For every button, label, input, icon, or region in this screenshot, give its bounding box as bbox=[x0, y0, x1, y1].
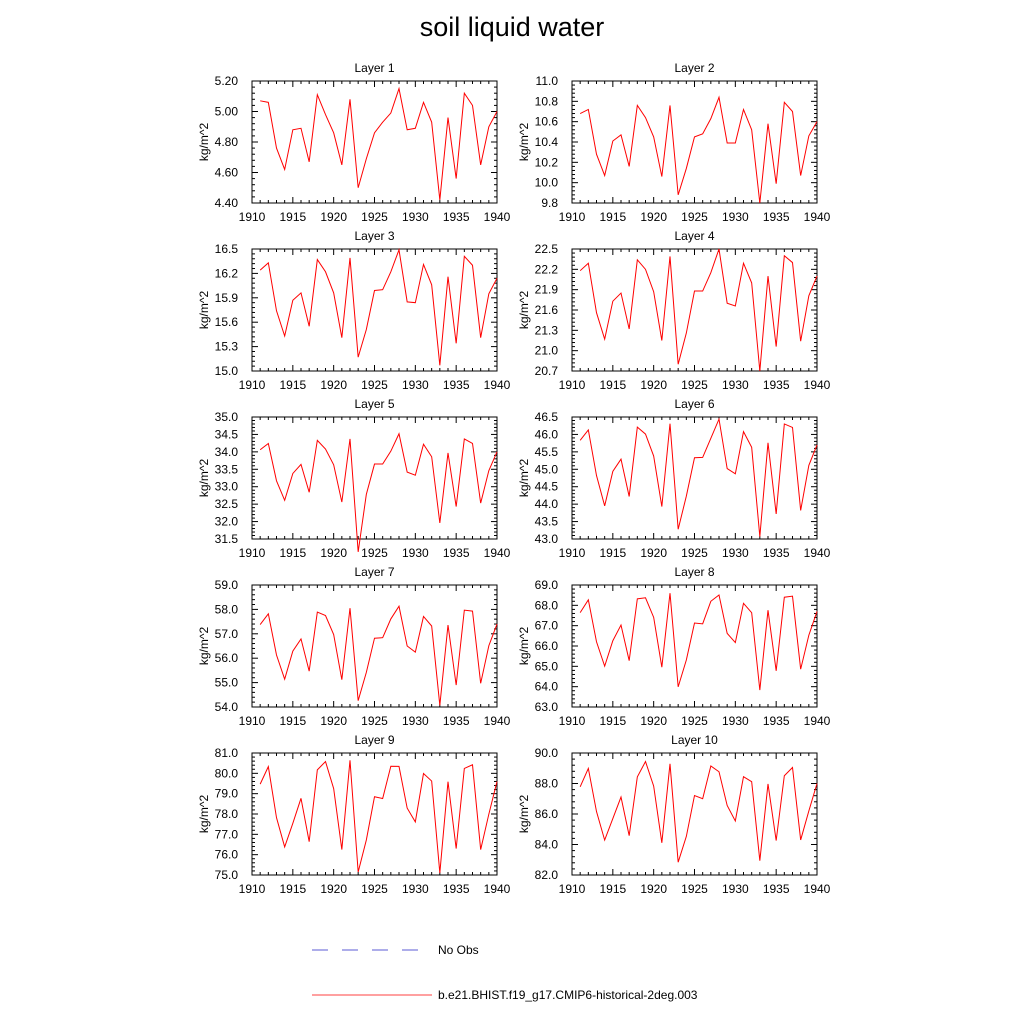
y-tick-label: 10.2 bbox=[534, 155, 558, 170]
x-tick-label: 1925 bbox=[681, 882, 708, 896]
chart-panel-layer-8 bbox=[517, 565, 831, 728]
y-tick-label: 81.0 bbox=[214, 746, 238, 760]
y-tick-label: 64.0 bbox=[534, 679, 558, 694]
x-tick-label: 1940 bbox=[483, 210, 511, 224]
x-tick-label: 1920 bbox=[640, 882, 668, 896]
x-tick-label: 1925 bbox=[361, 546, 388, 560]
y-tick-label: 86.0 bbox=[534, 807, 558, 821]
plot-frame bbox=[572, 585, 817, 707]
x-tick-label: 1940 bbox=[803, 378, 831, 392]
y-tick-label: 54.0 bbox=[214, 700, 238, 714]
y-tick-label: 77.0 bbox=[214, 827, 238, 842]
x-tick-label: 1930 bbox=[721, 546, 749, 560]
x-tick-label: 1915 bbox=[279, 546, 307, 560]
x-tick-label: 1940 bbox=[483, 714, 511, 728]
legend-label-model-run: b.e21.BHIST.f19_g17.CMIP6-historical-2deg.003 bbox=[438, 988, 698, 1002]
x-tick-label: 1925 bbox=[361, 714, 388, 728]
series-line bbox=[260, 250, 497, 366]
y-tick-label: 76.0 bbox=[214, 847, 238, 862]
plot-frame bbox=[252, 753, 497, 875]
legend-label-no-obs: No Obs bbox=[438, 943, 479, 957]
y-axis-label: kg/m^2 bbox=[197, 626, 211, 666]
x-tick-label: 1935 bbox=[442, 378, 470, 392]
x-tick-label: 1930 bbox=[721, 210, 749, 224]
x-tick-label: 1910 bbox=[238, 210, 266, 224]
y-tick-label: 10.0 bbox=[534, 175, 558, 190]
x-tick-label: 1920 bbox=[320, 882, 348, 896]
y-tick-label: 21.9 bbox=[534, 282, 558, 297]
chart-panel-layer-5 bbox=[197, 397, 511, 560]
panel-title: Layer 7 bbox=[354, 565, 395, 579]
y-tick-label: 46.5 bbox=[534, 410, 558, 424]
y-tick-label: 21.0 bbox=[534, 343, 558, 358]
x-tick-label: 1915 bbox=[599, 210, 627, 224]
y-tick-label: 56.0 bbox=[214, 651, 238, 666]
y-tick-label: 88.0 bbox=[534, 776, 558, 791]
y-tick-label: 15.3 bbox=[214, 339, 238, 354]
y-tick-label: 45.5 bbox=[534, 444, 558, 459]
y-tick-label: 16.5 bbox=[214, 242, 238, 256]
x-tick-label: 1940 bbox=[803, 546, 831, 560]
plot-frame bbox=[572, 417, 817, 539]
x-tick-label: 1930 bbox=[721, 714, 749, 728]
chart-panel-layer-1 bbox=[197, 61, 511, 224]
y-tick-label: 58.0 bbox=[214, 602, 238, 617]
y-tick-label: 44.0 bbox=[534, 497, 558, 512]
y-tick-label: 82.0 bbox=[534, 868, 558, 882]
x-tick-label: 1935 bbox=[762, 714, 790, 728]
x-tick-label: 1940 bbox=[483, 378, 511, 392]
legend bbox=[312, 943, 698, 1002]
series-line bbox=[580, 593, 817, 690]
x-tick-label: 1910 bbox=[558, 714, 586, 728]
panel-title: Layer 10 bbox=[671, 733, 718, 747]
y-tick-label: 68.0 bbox=[534, 598, 558, 613]
x-tick-label: 1915 bbox=[279, 714, 307, 728]
x-tick-label: 1930 bbox=[401, 210, 429, 224]
x-tick-label: 1925 bbox=[681, 378, 708, 392]
chart-panel-layer-6 bbox=[517, 397, 831, 560]
x-tick-label: 1920 bbox=[640, 210, 668, 224]
chart-panel-layer-7 bbox=[197, 565, 511, 728]
y-tick-label: 63.0 bbox=[534, 700, 558, 714]
x-tick-label: 1915 bbox=[599, 378, 627, 392]
series-line bbox=[580, 249, 817, 371]
series-line bbox=[260, 760, 497, 873]
y-axis-label: kg/m^2 bbox=[517, 458, 531, 498]
y-tick-label: 21.6 bbox=[534, 303, 558, 317]
y-axis-label: kg/m^2 bbox=[517, 122, 531, 162]
panel-title: Layer 3 bbox=[354, 229, 395, 243]
y-tick-label: 15.6 bbox=[214, 315, 238, 330]
x-tick-label: 1940 bbox=[483, 882, 511, 896]
x-tick-label: 1935 bbox=[762, 546, 790, 560]
y-tick-label: 90.0 bbox=[534, 746, 558, 760]
x-tick-label: 1910 bbox=[238, 546, 266, 560]
y-tick-label: 69.0 bbox=[534, 578, 558, 592]
y-axis-label: kg/m^2 bbox=[197, 458, 211, 498]
y-tick-label: 59.0 bbox=[214, 578, 238, 592]
plot-frame bbox=[252, 249, 497, 371]
chart-panel-layer-4 bbox=[517, 229, 831, 392]
y-tick-label: 4.40 bbox=[214, 196, 238, 210]
y-axis-label: kg/m^2 bbox=[197, 122, 211, 162]
series-line bbox=[260, 434, 497, 552]
y-tick-label: 15.0 bbox=[214, 364, 238, 378]
y-tick-label: 65.0 bbox=[534, 659, 558, 674]
x-tick-label: 1925 bbox=[361, 378, 388, 392]
y-tick-label: 9.8 bbox=[541, 196, 558, 210]
y-tick-label: 11.0 bbox=[535, 74, 558, 88]
x-tick-label: 1920 bbox=[640, 378, 668, 392]
x-tick-label: 1925 bbox=[361, 210, 388, 224]
x-tick-label: 1935 bbox=[762, 378, 790, 392]
panel-title: Layer 4 bbox=[674, 229, 715, 243]
x-tick-label: 1915 bbox=[599, 546, 627, 560]
y-axis-label: kg/m^2 bbox=[517, 626, 531, 666]
y-tick-label: 33.5 bbox=[214, 462, 238, 477]
y-tick-label: 20.7 bbox=[534, 364, 558, 378]
x-tick-label: 1930 bbox=[721, 378, 749, 392]
series-line bbox=[260, 606, 497, 705]
y-tick-label: 75.0 bbox=[214, 868, 238, 882]
panel-title: Layer 9 bbox=[354, 733, 395, 747]
y-tick-label: 32.0 bbox=[214, 514, 238, 529]
chart-panels bbox=[197, 61, 831, 896]
x-tick-label: 1935 bbox=[442, 546, 470, 560]
y-tick-label: 67.0 bbox=[534, 618, 558, 633]
y-tick-label: 79.0 bbox=[214, 786, 238, 801]
x-tick-label: 1930 bbox=[721, 882, 749, 896]
chart-panel-layer-2 bbox=[517, 61, 831, 224]
y-tick-label: 5.00 bbox=[214, 104, 238, 119]
y-tick-label: 10.4 bbox=[534, 135, 558, 149]
x-tick-label: 1920 bbox=[320, 714, 348, 728]
y-tick-label: 34.5 bbox=[214, 427, 238, 442]
panel-title: Layer 2 bbox=[674, 61, 715, 75]
x-tick-label: 1925 bbox=[681, 546, 708, 560]
y-tick-label: 35.0 bbox=[214, 410, 238, 424]
x-tick-label: 1920 bbox=[320, 210, 348, 224]
x-tick-label: 1910 bbox=[238, 882, 266, 896]
y-tick-label: 55.0 bbox=[214, 675, 238, 690]
y-axis-label: kg/m^2 bbox=[517, 290, 531, 330]
y-tick-label: 4.60 bbox=[214, 165, 238, 180]
y-tick-label: 45.0 bbox=[534, 462, 558, 477]
x-tick-label: 1935 bbox=[762, 882, 790, 896]
series-line bbox=[260, 89, 497, 200]
y-tick-label: 44.5 bbox=[534, 479, 558, 494]
x-tick-label: 1920 bbox=[320, 546, 348, 560]
y-tick-label: 43.5 bbox=[534, 514, 558, 529]
y-tick-label: 22.2 bbox=[534, 262, 558, 277]
y-axis-label: kg/m^2 bbox=[197, 290, 211, 330]
panel-title: Layer 5 bbox=[354, 397, 395, 411]
x-tick-label: 1935 bbox=[762, 210, 790, 224]
x-tick-label: 1930 bbox=[401, 714, 429, 728]
x-tick-label: 1920 bbox=[320, 378, 348, 392]
x-tick-label: 1940 bbox=[483, 546, 511, 560]
y-tick-label: 10.6 bbox=[534, 114, 558, 129]
x-tick-label: 1930 bbox=[401, 882, 429, 896]
x-tick-label: 1930 bbox=[401, 378, 429, 392]
x-tick-label: 1920 bbox=[640, 546, 668, 560]
y-tick-label: 5.20 bbox=[214, 74, 238, 88]
y-tick-label: 31.5 bbox=[214, 532, 238, 546]
y-axis-label: kg/m^2 bbox=[197, 794, 211, 834]
y-tick-label: 80.0 bbox=[214, 766, 238, 781]
x-tick-label: 1915 bbox=[279, 378, 307, 392]
panel-title: Layer 8 bbox=[674, 565, 715, 579]
y-tick-label: 66.0 bbox=[534, 639, 558, 653]
chart-panel-layer-9 bbox=[197, 733, 511, 896]
panel-title: Layer 1 bbox=[354, 61, 395, 75]
x-tick-label: 1935 bbox=[442, 714, 470, 728]
y-tick-label: 84.0 bbox=[534, 837, 558, 852]
x-tick-label: 1940 bbox=[803, 210, 831, 224]
y-tick-label: 15.9 bbox=[214, 290, 238, 305]
x-tick-label: 1915 bbox=[279, 882, 307, 896]
series-line bbox=[580, 762, 817, 863]
x-tick-label: 1925 bbox=[361, 882, 388, 896]
plot-frame bbox=[572, 249, 817, 371]
x-tick-label: 1925 bbox=[681, 714, 708, 728]
x-tick-label: 1910 bbox=[558, 882, 586, 896]
x-tick-label: 1925 bbox=[681, 210, 708, 224]
y-tick-label: 32.5 bbox=[214, 497, 238, 512]
y-tick-label: 21.3 bbox=[534, 323, 558, 338]
plot-frame bbox=[252, 417, 497, 539]
y-tick-label: 4.80 bbox=[214, 135, 238, 149]
x-tick-label: 1930 bbox=[401, 546, 429, 560]
chart-panel-layer-10 bbox=[517, 733, 831, 896]
figure-title: soil liquid water bbox=[419, 12, 605, 42]
x-tick-label: 1935 bbox=[442, 210, 470, 224]
x-tick-label: 1940 bbox=[803, 714, 831, 728]
y-axis-label: kg/m^2 bbox=[517, 794, 531, 834]
y-tick-label: 57.0 bbox=[214, 626, 238, 641]
plot-frame bbox=[572, 753, 817, 875]
x-tick-label: 1910 bbox=[238, 714, 266, 728]
x-tick-label: 1915 bbox=[279, 210, 307, 224]
x-tick-label: 1920 bbox=[640, 714, 668, 728]
y-tick-label: 16.2 bbox=[214, 266, 238, 281]
x-tick-label: 1910 bbox=[558, 378, 586, 392]
series-line bbox=[580, 419, 817, 536]
y-tick-label: 78.0 bbox=[214, 807, 238, 821]
y-tick-label: 43.0 bbox=[534, 532, 558, 546]
x-tick-label: 1940 bbox=[803, 882, 831, 896]
y-tick-label: 34.0 bbox=[214, 444, 238, 459]
y-tick-label: 46.0 bbox=[534, 427, 558, 442]
panel-title: Layer 6 bbox=[674, 397, 715, 411]
x-tick-label: 1915 bbox=[599, 882, 627, 896]
x-tick-label: 1910 bbox=[238, 378, 266, 392]
y-tick-label: 10.8 bbox=[534, 94, 558, 109]
y-tick-label: 22.5 bbox=[534, 242, 558, 256]
x-tick-label: 1910 bbox=[558, 210, 586, 224]
x-tick-label: 1935 bbox=[442, 882, 470, 896]
chart-panel-layer-3 bbox=[197, 229, 511, 392]
series-line bbox=[580, 97, 817, 203]
x-tick-label: 1910 bbox=[558, 546, 586, 560]
x-tick-label: 1915 bbox=[599, 714, 627, 728]
plot-frame bbox=[252, 81, 497, 203]
y-tick-label: 33.0 bbox=[214, 479, 238, 494]
